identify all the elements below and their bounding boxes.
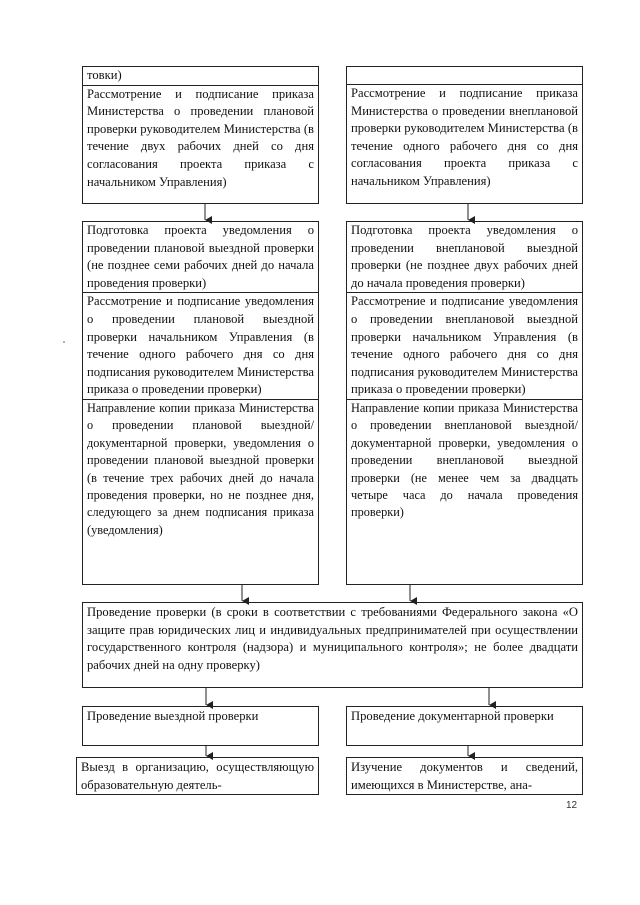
left-sign-order-text: Рассмотрение и подписание приказа Министерства о проведении плановой проверки руководителем Министерства (в течение двух рабочих дней со дня согласования проекта приказа с начальником Управления) [87,86,314,189]
visit-organization-text: Выезд в организацию, осуществляющую образовательную деятель- [81,760,314,792]
left-prepare-notice-text: Подготовка проекта уведомления о проведении плановой выездной проверки (не позднее семи рабочих дней до начала проведения проверки) [83,222,318,293]
right-send-copy-text: Направление копии приказа Министерства о проведении внеплановой выездной/документарной проверки, уведомления о проведении внеплановой выездной проверки (не менее чем за двадцать четыре часа до начала проведения проверки) [351,400,578,520]
on-site-inspection-text: Проведение выездной проверки [87,709,259,723]
conduct-inspection-text: Проведение проверки (в сроки в соответствии с требованиями Федерального закона «О защите прав юридических лиц и индивидуальных предпринимателей при осуществлении государственного контроля (надзора) и муниципального контроля»; не более двадцати рабочих дней на одну проверку) [87,605,578,672]
left-sign-notice-text: Рассмотрение и подписание уведомления о проведении плановой выездной проверки начальником Управления (в течение одного рабочего дня со дня подписания руководителем Министерства приказа о проведении проверки) [83,293,318,400]
documentary-inspection-text: Проведение документарной проверки [351,709,554,723]
study-documents-text: Изучение документов и сведений, имеющихся в Министерстве, ана- [351,760,578,792]
left-send-copy-text: Направление копии приказа Министерства о проведении плановой выездной/документарной проверки, уведомления о проведении плановой выездной проверки (в течение трех рабочих дней до начала проведения проверки, но не позднее дня, следующего за днем подписания приказа (уведомления) [87,400,314,537]
page-number: 12 [566,800,578,811]
right-prepare-notice-text: Подготовка проекта уведомления о проведении внеплановой выездной проверки (не позднее двух рабочих дней до начала проведения проверки) [347,222,582,293]
scan-speck [63,341,65,343]
right-sign-order-text: Рассмотрение и подписание приказа Министерства о проведении внеплановой проверки руководителем Министерства (в течение одного рабочего дня со дня согласования проекта приказа с начальником Управления) [351,86,578,188]
right-sign-notice-text: Рассмотрение и подписание уведомления о проведении внеплановой выездной проверки начальником Управления (в течение одного рабочего дня со дня подписания руководителем Министерства приказа о проведении проверки) [347,293,582,400]
left-block-tail-text: товки) [83,67,318,86]
